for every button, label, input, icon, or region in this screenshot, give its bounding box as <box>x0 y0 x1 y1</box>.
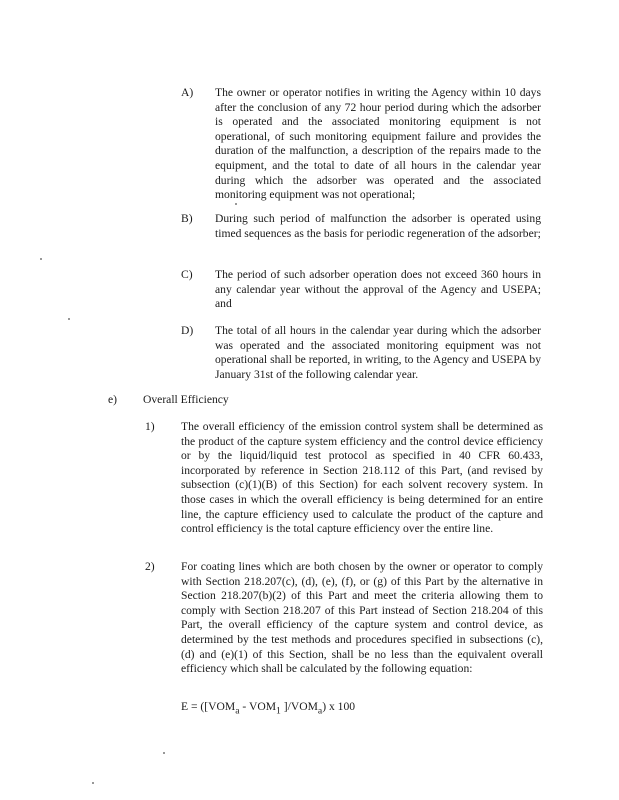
item-c-label: C) <box>181 268 193 281</box>
scan-speck <box>163 752 165 754</box>
scan-speck <box>40 258 42 260</box>
item-d-text: The total of all hours in the calendar year during which the adsorber was operated and the associated monitoring equipment was not operational shall be reported, in writing, to the Agency and USEPA by January 31st of the following calendar year. <box>215 324 541 381</box>
efficiency-equation: $E = ([VOM_a - VOM_1$ ]$/VOM_a$) x 100 <box>181 700 356 717</box>
scan-speck <box>68 318 70 320</box>
subsection-2-text: For coating lines which are both chosen by the owner or operator to comply with Section 218.207(c), (d), (e), (f), or (g) of this Part by the alternative in Section 218.207(b)(2) of this Part and meet the criteria allowing them to comply with Section 218.207 of this Part instead of Section 218.204 of this Part, the overall efficiency of the capture system and control device, as determined by the test methods and procedures specified in subsections (c), (d) and (e)(1) of this Section, shall be no less than the equivalent overall efficiency which shall be calculated by the following equation: <box>181 560 543 676</box>
item-a-label: A) <box>181 86 194 99</box>
subsection-2-label: 2) <box>145 560 155 573</box>
scan-speck <box>235 203 237 205</box>
subsection-1-text: The overall efficiency of the emission control system shall be determined as the product of the capture system efficiency and the control device efficiency or by the liquid/liquid test protocol as specified in 40 CFR 60.433, incorporated by reference in Section 218.112 of this Part, (and revised by subsection (c)(1)(B) of this Section) for each solvent recovery system. In those cases in which the overall efficiency is being determined for an entire line, the capture efficiency used to calculate the product of the capture and control efficiency is the total capture efficiency over the entire line. <box>181 420 543 536</box>
scan-speck <box>92 782 94 784</box>
item-b-text: During such period of malfunction the adsorber is operated using timed sequences as the basis for periodic regeneration of the adsorber; <box>215 212 541 240</box>
item-b-label: B) <box>181 212 193 225</box>
item-a-text: The owner or operator notifies in writing the Agency within 10 days after the conclusion of any 72 hour period during which the adsorber is operated and the associated monitoring equipment is not operational, of such monitoring equipment failure and provides the duration of the malfunction, a description of the repairs made to the equipment, and the total to date of all hours in the calendar year during which the adsorber was operated and the associated monitoring equipment was not operational; <box>215 86 541 202</box>
section-e-label: e) <box>108 393 118 406</box>
item-d-label: D) <box>181 324 194 337</box>
item-c-text: The period of such adsorber operation does not exceed 360 hours in any calendar year without the approval of the Agency and USEPA; and <box>215 268 541 311</box>
section-e-heading: Overall Efficiency <box>143 393 229 406</box>
subsection-1-label: 1) <box>145 420 155 433</box>
